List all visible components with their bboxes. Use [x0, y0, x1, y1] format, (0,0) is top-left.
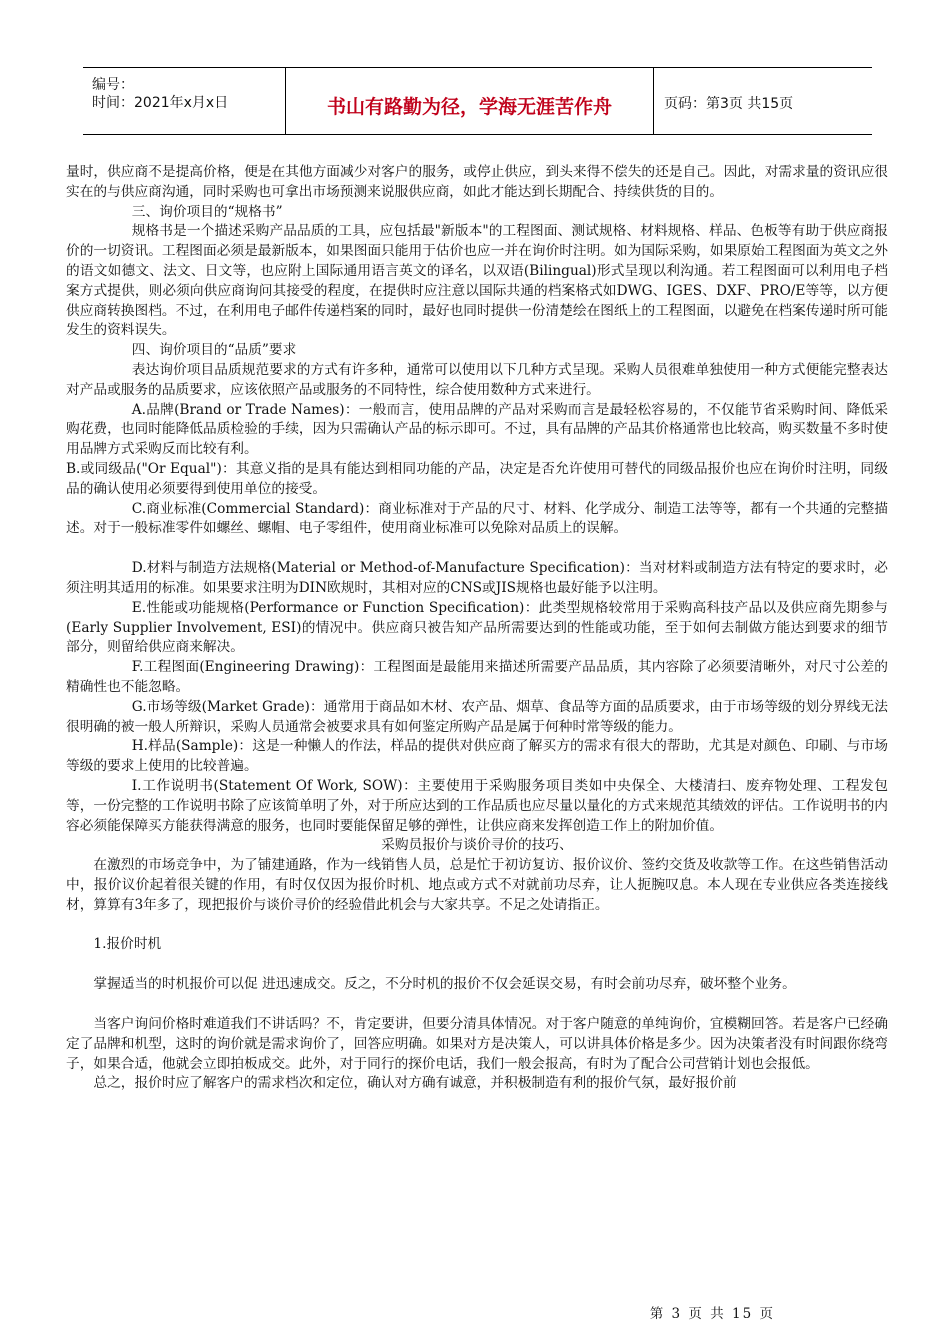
document-time-label: 时间：2021年x月x日: [92, 95, 229, 111]
list-item: E.性能或功能规格(Performance or Function Specification)：此类型规格较常用于采购高科技产品以及供应商先期参与(Early Supplier Involvement, ESI)的情况中。供应商只被告知产品所需要达到的性能或功能，至于如何去制做方能达到要求的细节部分，则留给供应商来解决。: [66, 599, 888, 656]
section-title: 采购员报价与谈价寻价的技巧、: [381, 837, 573, 854]
list-item: B.或同级品("Or Equal")：其意义指的是具有能达到相同功能的产品，决定是否允许使用可替代的同级品报价也应在询价时注明，同级品的确认使用必须要得到使用单位的接受。: [66, 460, 888, 497]
list-item: H.样品(Sample)：这是一种懒人的作法，样品的提供对供应商了解买方的需求有很大的帮助，尤其是对颜色、印刷、与市场等级的要求上使用的比较普遍。: [66, 738, 888, 775]
paragraph: 规格书是一个描述采购产品品质的工具，应包括最"新版本"的工程图面、测试规格、材料规格、样品、色板等有助于供应商报价的一切资讯。工程图面必须是最新版本，如果图面只能用于估价也应一并在询价时注明。如为国际采购，如果原始工程图面为英文之外的语文如德文、法文、日文等，也应附上国际通用语言英文的译名，以双语(Bilingual)形式呈现以利沟通。若工程图面可以利用电子档案方式提供，则必须向供应商询问其接受的程度，在提供时应注意以国际共通的档案格式如DWG、IGES、DXF、PRO/E等等，以方便供应商转换图档。不过，在利用电子邮件传递档案的同时，最好也同时提供一份清楚绘在图纸上的工程图面，以避免在档案传递时所可能发生的资料误失。: [66, 223, 888, 339]
page-header: [83, 67, 872, 135]
list-item: F.工程图面(Engineering Drawing)：工程图面是最能用来描述所需要产品品质，其内容除了必须要清晰外，对尺寸公差的精确性也不能忽略。: [66, 659, 888, 695]
paragraph: 量时，供应商不是提高价格，便是在其他方面减少对客户的服务，或停止供应，到头来得不偿失的还是自己。因此，对需求量的资讯应很实在的与供应商沟通，同时采购也可拿出市场预测来说服供应商，如此才能达到长期配合、持续供货的目的。: [66, 164, 888, 200]
page-info: 页码：第3页 共15页: [664, 96, 794, 112]
paragraph: 在激烈的市场竞争中，为了铺建通路，作为一线销售人员，总是忙于初访复访、报价议价、签约交货及收款等工作。在这些销售活动中，报价议价起着很关键的作用，有时仅仅因为报价时机、地点或方式不对就前功尽弃，让人扼腕叹息。本人现在专业供应各类连接线材，算算有3年多了，现把报价与谈价寻价的经验借此机会与大家共享。不足之处请指正。: [66, 857, 888, 913]
header-meta-cell: [83, 68, 286, 134]
paragraph: 当客户询问价格时难道我们不讲话吗？不，肯定要讲，但要分清具体情况。对于客户随意的单纯询价，宜模糊回答。若是客户已经确定了品牌和机型，这时的询价就是需求询价了，回答应明确。如果对方是决策人，可以讲具体价格是多少。因为决策者没有时间跟你绕弯子，如果合适，他就会立即拍板成交。此外，对于同行的探价电话，我们一般会报高，有时为了配合公司营销计划也会报低。: [66, 1016, 888, 1072]
section-heading: 三、询价项目的“规格书”: [131, 203, 283, 220]
list-item: G.市场等级(Market Grade)：通常用于商品如木材、农产品、烟草、食品等方面的品质要求，由于市场等级的划分界线无法很明确的被一般人所辩识，采购人员通常会被要求具有如何鉴定所购产品是属于何种时常等级的能力。: [66, 698, 888, 735]
list-item: C.商业标准(Commercial Standard)：商业标准对于产品的尺寸、材料、化学成分、制造工法等等，都有一个共通的完整描述。对于一般标准零件如螺丝、螺帽、电子零组件，使用商业标准可以免除对品质上的误解。: [66, 500, 888, 537]
paragraph: 总之，报价时应了解客户的需求档次和定位，确认对方确有诚意，并积极制造有利的报价气氛，最好报价前: [93, 1075, 737, 1092]
list-item: I.工作说明书(Statement Of Work, SOW)：主要使用于采购服务项目类如中央保全、大楼清扫、废弃物处理、工程发包等，一份完整的工作说明书除了应该简单明了外，对于所应达到的工作品质也应尽量以量化的方式来规范其绩效的评估。工作说明书的内容必须能保障买方能获得满意的服务，也同时要能保留足够的弹性，让供应商来发挥创造工作上的附加价值。: [66, 777, 888, 834]
header-motto-cell: [286, 68, 654, 134]
list-item: D.材料与制造方法规格(Material or Method-of-Manufacture Specification)：当对材料或制造方法有特定的要求时，必须注明其适用的标准。如果要求注明为DIN欧规时，其相对应的CNS或JIS规格也最好能予以注明。: [66, 560, 888, 596]
list-item: A.品牌(Brand or Trade Names)：一般而言，使用品牌的产品对采购而言是最轻松容易的，不仅能节省采购时间、降低采购花费，也同时能降低品质检验的手续，因为只需确认产品的标示即可。不过，具有品牌的产品其价格通常也比较高，购买数量不多时使用品牌方式采购反而比较有利。: [66, 401, 888, 458]
paragraph: 表达询价项目品质规范要求的方式有许多种，通常可以使用以下几种方式呈现。采购人员很难单独使用一种方式便能完整表达对产品或服务的品质要求，应该依照产品或服务的不同特性，综合使用数种方式来进行。: [66, 361, 888, 398]
subsection-heading: 1.报价时机: [93, 936, 162, 953]
motto-text: 书山有路勤为径，学海无涯苦作舟: [326, 96, 612, 118]
document-body: [66, 163, 888, 1094]
page-footer: 第 3 页 共 15 页: [649, 1306, 775, 1322]
document-number-label: 编号：: [92, 77, 134, 93]
section-heading: 四、询价项目的“品质”要求: [131, 342, 297, 359]
paragraph: 掌握适当的时机报价可以促 进迅速成交。反之，不分时机的报价不仅会延误交易，有时会前功尽弃，破坏整个业务。: [93, 976, 796, 993]
